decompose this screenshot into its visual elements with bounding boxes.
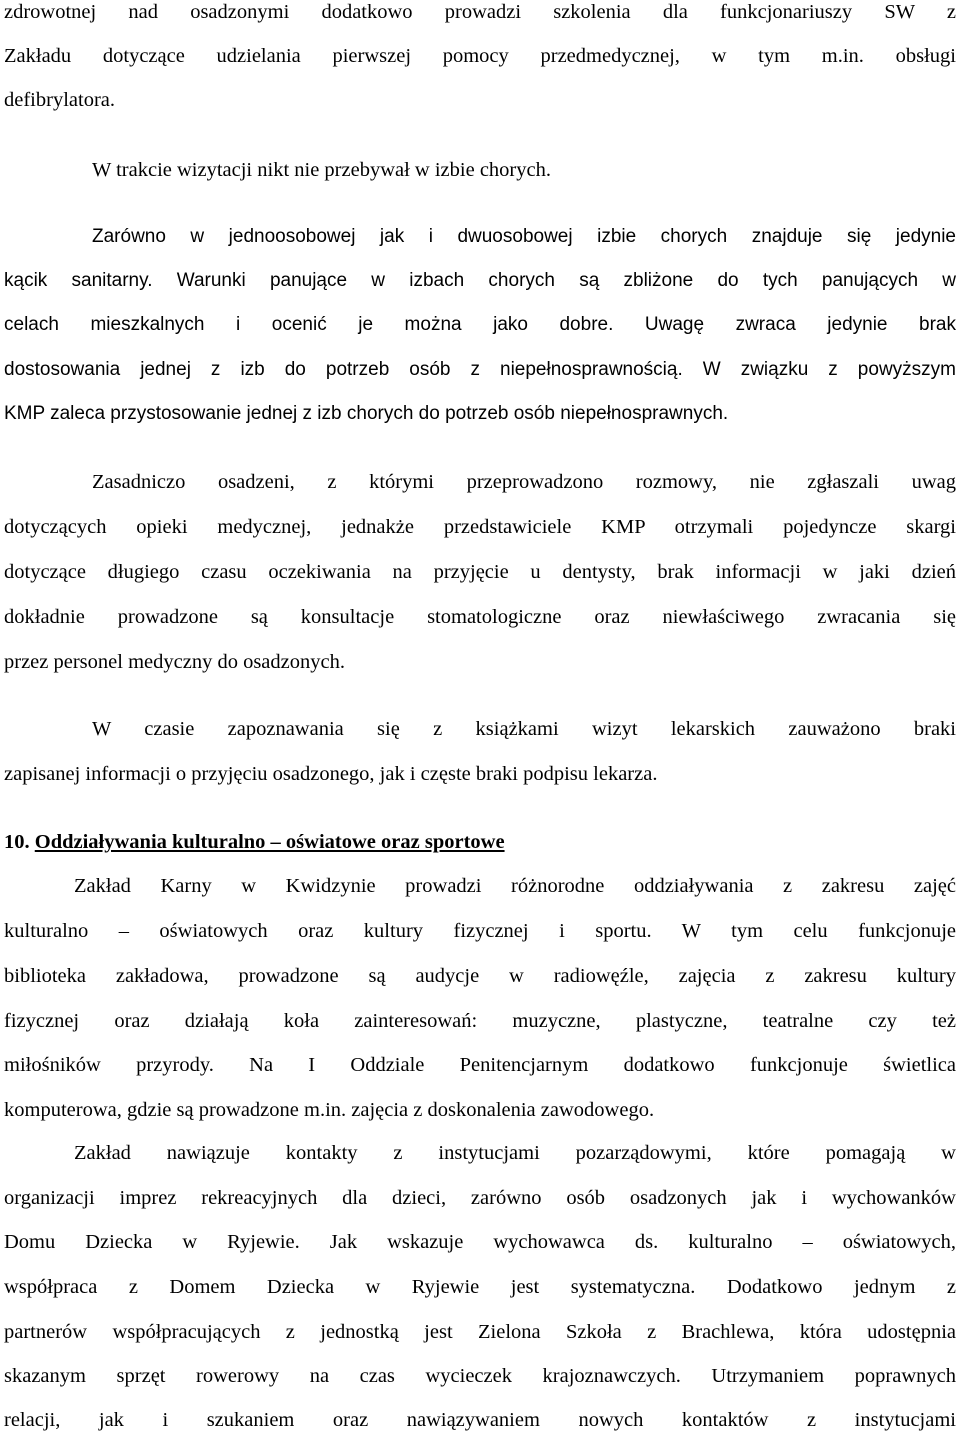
- text-line: kulturalno – oświatowych oraz kultury fizycznej i sportu. W tym celu funkcjonuje: [4, 920, 956, 942]
- text-line: kącik sanitarny. Warunki panujące w izbach chorych są zbliżone do tych panujących w: [4, 270, 956, 291]
- text-line: współpraca z Domem Dziecka w Ryjewie jest systematyczna. Dodatkowo jednym z: [4, 1276, 956, 1298]
- text-line: W czasie zapoznawania się z książkami wizyt lekarskich zauważono braki: [92, 718, 956, 740]
- text-line: fizycznej oraz działają koła zainteresowań: muzyczne, plastyczne, teatralne czy też: [4, 1010, 956, 1032]
- text-line: zapisanej informacji o przyjęciu osadzonego, jak i częste braki podpisu lekarza.: [4, 763, 658, 785]
- text-line: Zasadniczo osadzeni, z którymi przeprowadzono rozmowy, nie zgłaszali uwag: [92, 471, 956, 493]
- text-line: celach mieszkalnych i ocenić je można jako dobre. Uwagę zwraca jedynie brak: [4, 314, 956, 335]
- text-line: Zakładu dotyczące udzielania pierwszej pomocy przedmedycznej, w tym m.in. obsługi: [4, 45, 956, 67]
- text-line: skazanym sprzęt rowerowy na czas wycieczek krajoznawczych. Utrzymaniem poprawnych: [4, 1365, 956, 1387]
- section-heading: [4, 828, 956, 856]
- text-line: dotyczących opieki medycznej, jednakże przedstawiciele KMP otrzymali pojedyncze skargi: [4, 516, 956, 538]
- text-line: miłośników przyrody. Na I Oddziale Penitencjarnym dodatkowo funkcjonuje świetlica: [4, 1054, 956, 1076]
- text-line: dostosowania jednej z izb do potrzeb osób z niepełnosprawnością. W związku z powyższym: [4, 359, 956, 380]
- text-line: organizacji imprez rekreacyjnych dla dzieci, zarówno osób osadzonych jak i wychowanków: [4, 1187, 956, 1209]
- section-title: Oddziaływania kulturalno – oświatowe oraz sportowe: [34, 831, 505, 853]
- text-line: Zakład Karny w Kwidzynie prowadzi różnorodne oddziaływania z zakresu zajęć: [74, 875, 956, 897]
- text-line: zdrowotnej nad osadzonymi dodatkowo prowadzi szkolenia dla funkcjonariuszy SW z: [4, 1, 956, 23]
- text-line: dotyczące długiego czasu oczekiwania na przyjęcie u dentysty, brak informacji w jaki dzień: [4, 561, 956, 583]
- text-line: komputerowa, gdzie są prowadzone m.in. zajęcia z doskonalenia zawodowego.: [4, 1099, 655, 1121]
- text-line: dokładnie prowadzone są konsultacje stomatologiczne oraz niewłaściwego zwracania się: [4, 606, 956, 628]
- text-line: Domu Dziecka w Ryjewie. Jak wskazuje wychowawca ds. kulturalno – oświatowych,: [4, 1231, 956, 1253]
- text-line: Zarówno w jednoosobowej jak i dwuosobowej izbie chorych znajduje się jedynie: [92, 226, 956, 247]
- text-line: W trakcie wizytacji nikt nie przebywał w izbie chorych.: [92, 159, 551, 181]
- text-line: KMP zaleca przystosowanie jednej z izb chorych do potrzeb osób niepełnosprawnych.: [4, 403, 729, 424]
- text-line: relacji, jak i szukaniem oraz nawiązywaniem nowych kontaktów z instytucjami: [4, 1409, 956, 1431]
- text-line: Zakład nawiązuje kontakty z instytucjami pozarządowymi, które pomagają w: [74, 1142, 956, 1164]
- text-line: defibrylatora.: [4, 89, 115, 111]
- text-line: biblioteka zakładowa, prowadzone są audycje w radiowęźle, zajęcia z zakresu kultury: [4, 965, 956, 987]
- section-number: 10.: [4, 831, 30, 853]
- text-line: partnerów współpracujących z jednostką jest Zielona Szkoła z Brachlewa, która udostępnia: [4, 1321, 956, 1343]
- text-line: przez personel medyczny do osadzonych.: [4, 651, 345, 673]
